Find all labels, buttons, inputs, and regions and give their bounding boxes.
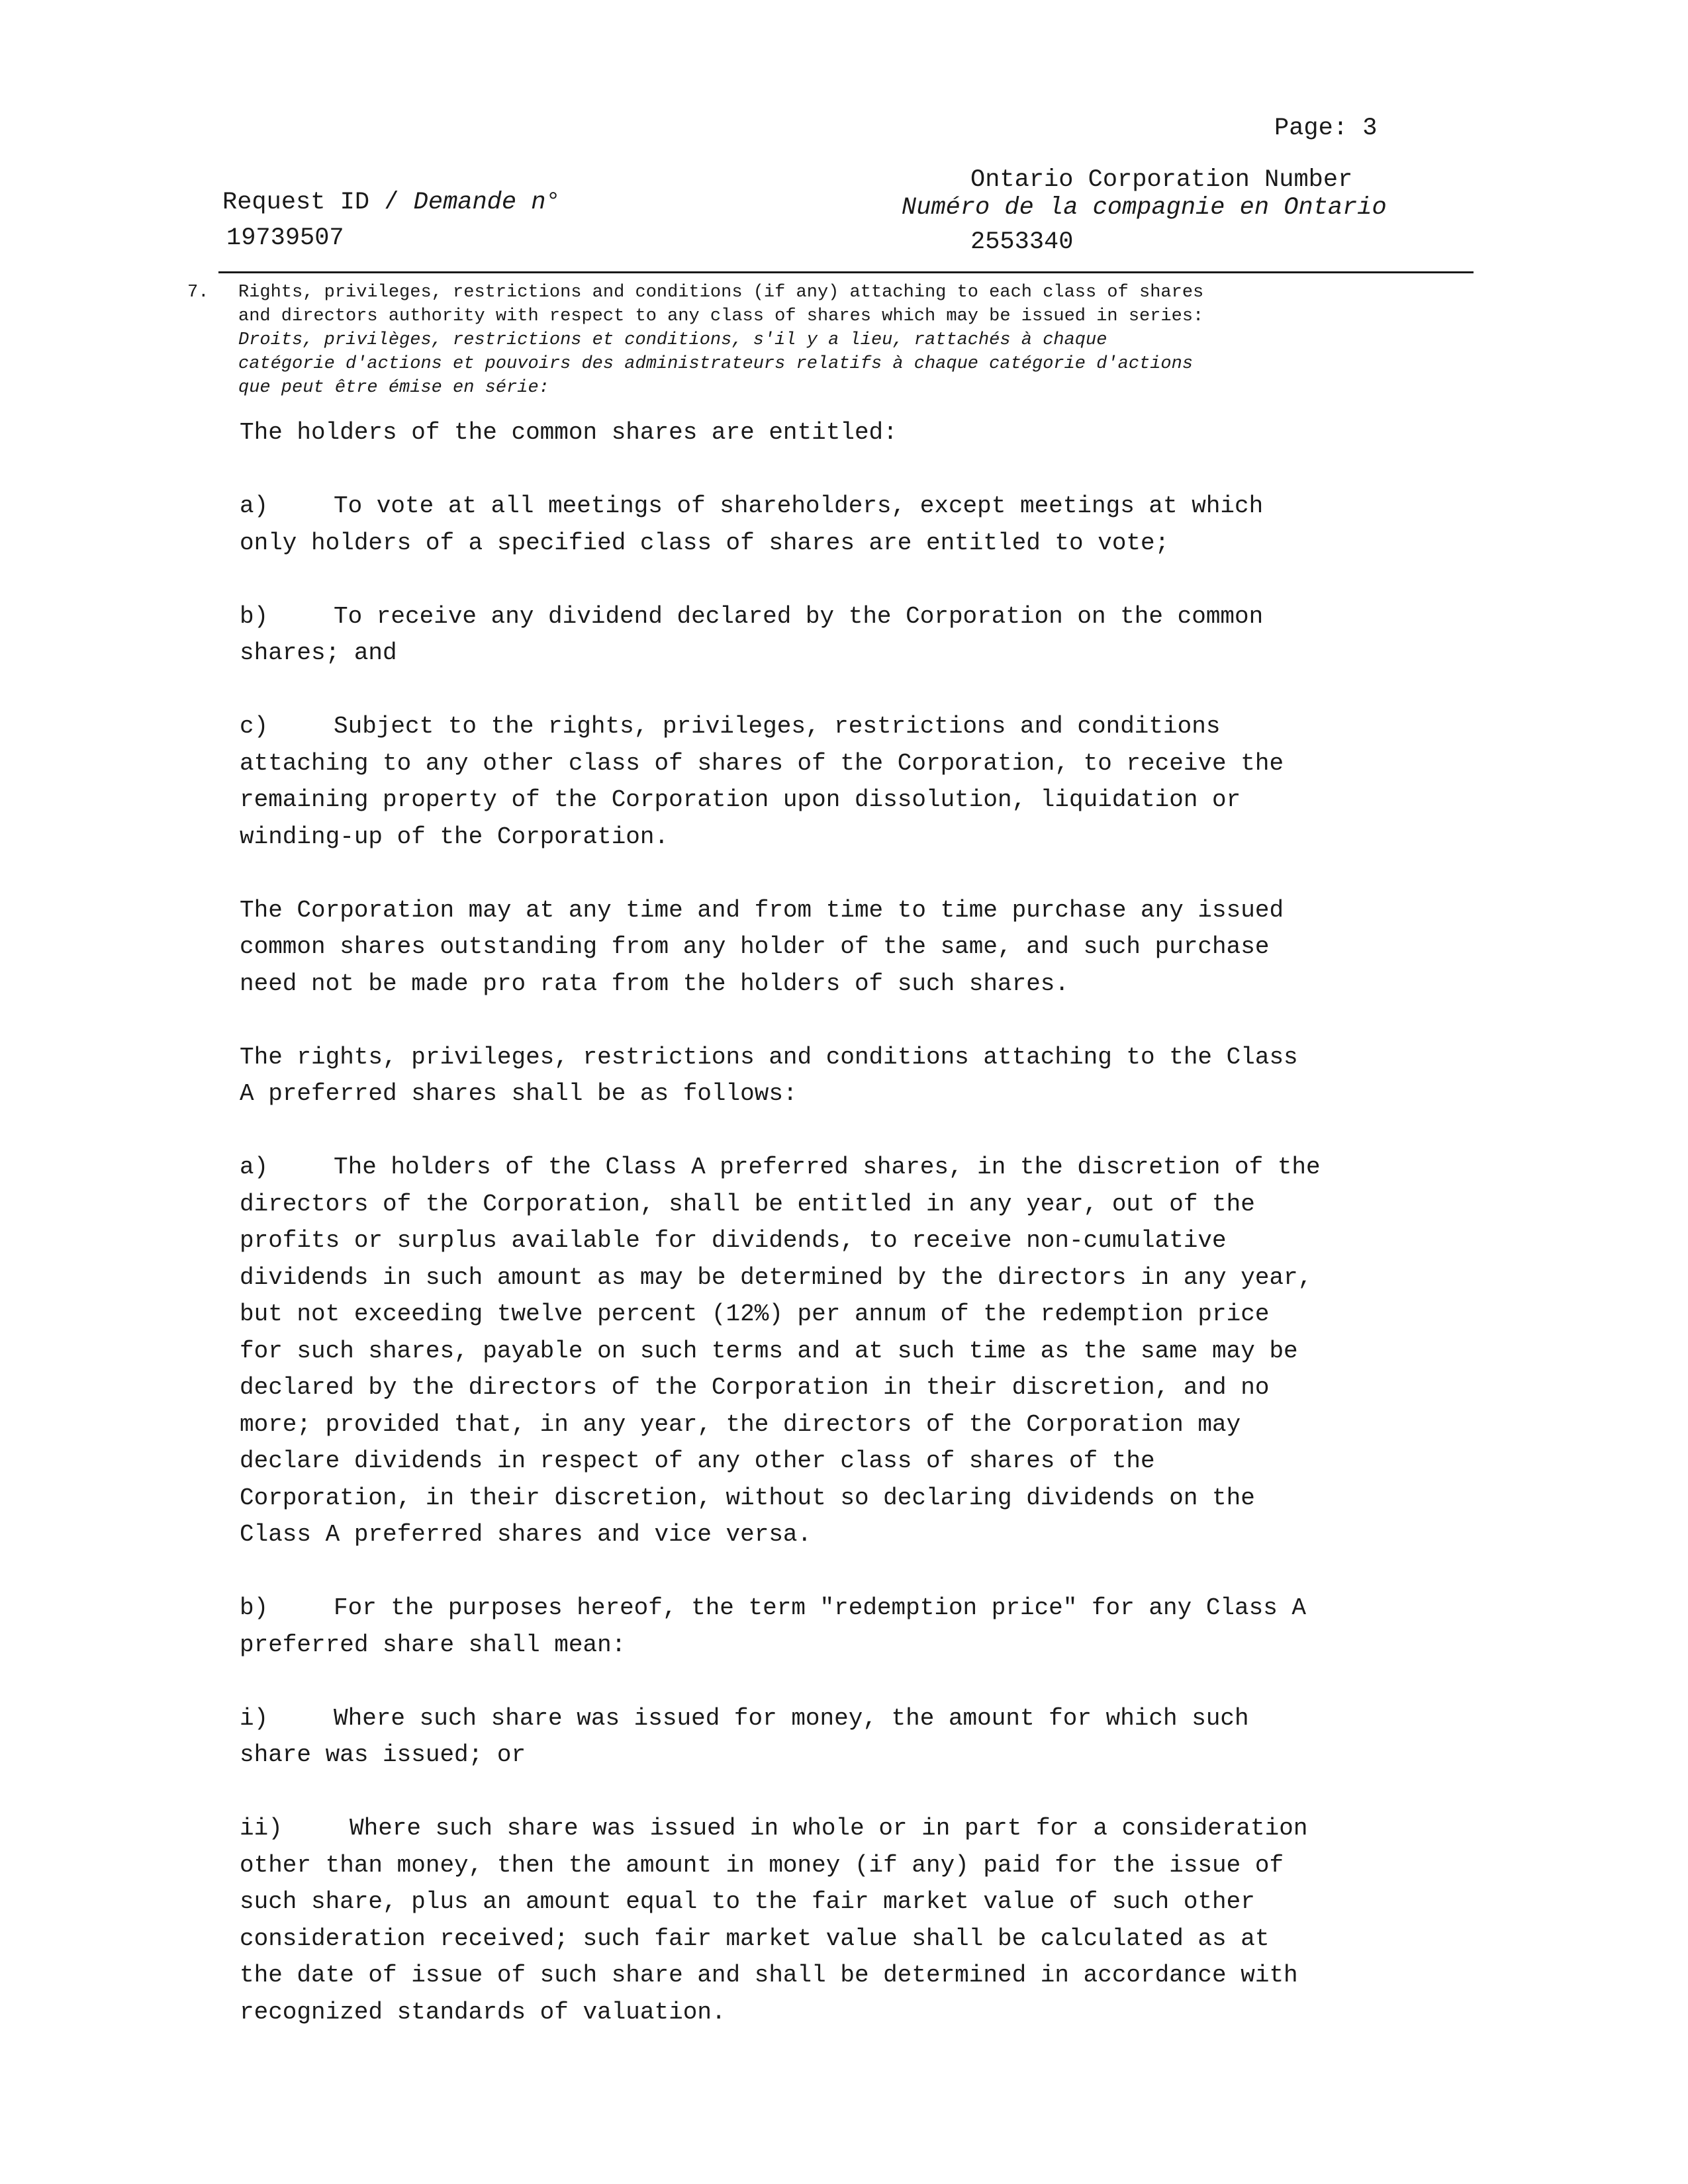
section-heading-fr-line: que peut être émise en série: <box>238 378 549 398</box>
request-id-label <box>222 188 561 217</box>
clause-text-line: directors of the Corporation, shall be entitled in any year, out of the <box>240 1190 1255 1218</box>
section-number: 7. <box>187 283 209 302</box>
clause-text-line: Where such share was issued in whole or in part for a consideration <box>350 1815 1308 1842</box>
clause-text-line: such share, plus an amount equal to the fair market value of such other <box>240 1888 1255 1915</box>
request-id-value: 19739507 <box>226 224 344 252</box>
clause-label: b) <box>240 1594 269 1621</box>
clause-text-line: consideration received; such fair market value shall be calculated as at <box>240 1925 1270 1952</box>
clause-text-line: Where such share was issued for money, the amount for which such <box>334 1704 1249 1732</box>
page-number: Page: 3 <box>1274 114 1378 142</box>
section-heading <box>238 281 1470 400</box>
clause-text-line: only holders of a specified class of shares are entitled to vote; <box>240 529 1170 557</box>
class-a-intro <box>240 1039 1484 1113</box>
clause-text-line: attaching to any other class of shares of the Corporation, to receive the <box>240 749 1284 777</box>
common-clause-c <box>240 708 1484 855</box>
clause-text-line: recognized standards of valuation. <box>240 1998 726 2026</box>
clause-text-line: dividends in such amount as may be determined by the directors in any year, <box>240 1263 1313 1291</box>
clause-text-line: declared by the directors of the Corporation in their discretion, and no <box>240 1374 1270 1401</box>
clause-text-line: remaining property of the Corporation upon dissolution, liquidation or <box>240 786 1241 813</box>
clause-text-line: declare dividends in respect of any other class of shares of the <box>240 1447 1155 1475</box>
section-body <box>240 414 1484 2030</box>
clause-text-line: Class A preferred shares and vice versa. <box>240 1521 812 1548</box>
paragraph-line: The Corporation may at any time and from time to time purchase any issued <box>240 896 1284 924</box>
clause-label: c) <box>240 713 269 740</box>
clause-text-line: but not exceeding twelve percent (12%) per annum of the redemption price <box>240 1300 1270 1328</box>
section-heading-en-line: Rights, privileges, restrictions and conditions (if any) attaching to each class of shares <box>238 283 1204 302</box>
common-clause-a <box>240 488 1484 561</box>
paragraph-line: common shares outstanding from any holder of the same, and such purchase <box>240 933 1270 960</box>
section-heading-fr-line: Droits, privilèges, restrictions et conditions, s'il y a lieu, rattachés à chaque <box>238 330 1107 350</box>
clause-label: a) <box>240 492 269 520</box>
purchase-paragraph <box>240 892 1484 1003</box>
class-a-clause-b-i <box>240 1700 1484 1774</box>
section-heading-fr-line: catégorie d'actions et pouvoirs des administrateurs relatifs à chaque catégorie d'actions <box>238 354 1194 374</box>
class-a-clause-b-ii <box>240 1810 1484 2030</box>
clause-label: i) <box>240 1704 269 1732</box>
clause-text-line: The holders of the Class A preferred shares, in the discretion of the <box>334 1154 1321 1181</box>
clause-text-line: for such shares, payable on such terms and at such time as the same may be <box>240 1337 1298 1365</box>
request-id-label-fr: Demande n° <box>413 189 561 216</box>
paragraph-line: A preferred shares shall be as follows: <box>240 1080 798 1107</box>
corp-number-value: 2553340 <box>970 228 1074 256</box>
class-a-clause-a <box>240 1149 1484 1553</box>
clause-text-line: other than money, then the amount in money (if any) paid for the issue of <box>240 1851 1284 1879</box>
clause-text-line: For the purposes hereof, the term "redemption price" for any Class A <box>334 1594 1307 1621</box>
common-clause-b <box>240 598 1484 672</box>
section-heading-en-line: and directors authority with respect to any class of shares which may be issued in series: <box>238 306 1204 326</box>
clause-text-line: share was issued; or <box>240 1741 526 1768</box>
clause-label: b) <box>240 602 269 630</box>
clause-text-line: To receive any dividend declared by the Corporation on the common <box>334 602 1264 630</box>
corp-number-label-en: Ontario Corporation Number <box>970 166 1353 194</box>
clause-label: ii) <box>240 1815 283 1842</box>
clause-label: a) <box>240 1154 269 1181</box>
common-shares-intro: The holders of the common shares are entitled: <box>240 419 898 446</box>
corp-number-label-fr: Numéro de la compagnie en Ontario <box>902 194 1387 222</box>
clause-text-line: winding-up of the Corporation. <box>240 823 669 850</box>
request-id-label-en: Request ID / <box>222 189 414 216</box>
paragraph-line: need not be made pro rata from the holders of such shares. <box>240 970 1070 997</box>
clause-text-line: Subject to the rights, privileges, restrictions and conditions <box>334 713 1221 740</box>
clause-text-line: preferred share shall mean: <box>240 1631 626 1659</box>
header-divider <box>218 271 1474 273</box>
clause-text-line: the date of issue of such share and shall be determined in accordance with <box>240 1962 1298 1989</box>
class-a-clause-b <box>240 1590 1484 1663</box>
clause-text-line: Corporation, in their discretion, without so declaring dividends on the <box>240 1484 1255 1512</box>
clause-text-line: shares; and <box>240 639 397 666</box>
clause-text-line: profits or surplus available for dividends, to receive non-cumulative <box>240 1227 1227 1254</box>
paragraph-line: The rights, privileges, restrictions and conditions attaching to the Class <box>240 1043 1298 1071</box>
clause-text-line: more; provided that, in any year, the directors of the Corporation may <box>240 1410 1241 1438</box>
clause-text-line: To vote at all meetings of shareholders, except meetings at which <box>334 492 1264 520</box>
